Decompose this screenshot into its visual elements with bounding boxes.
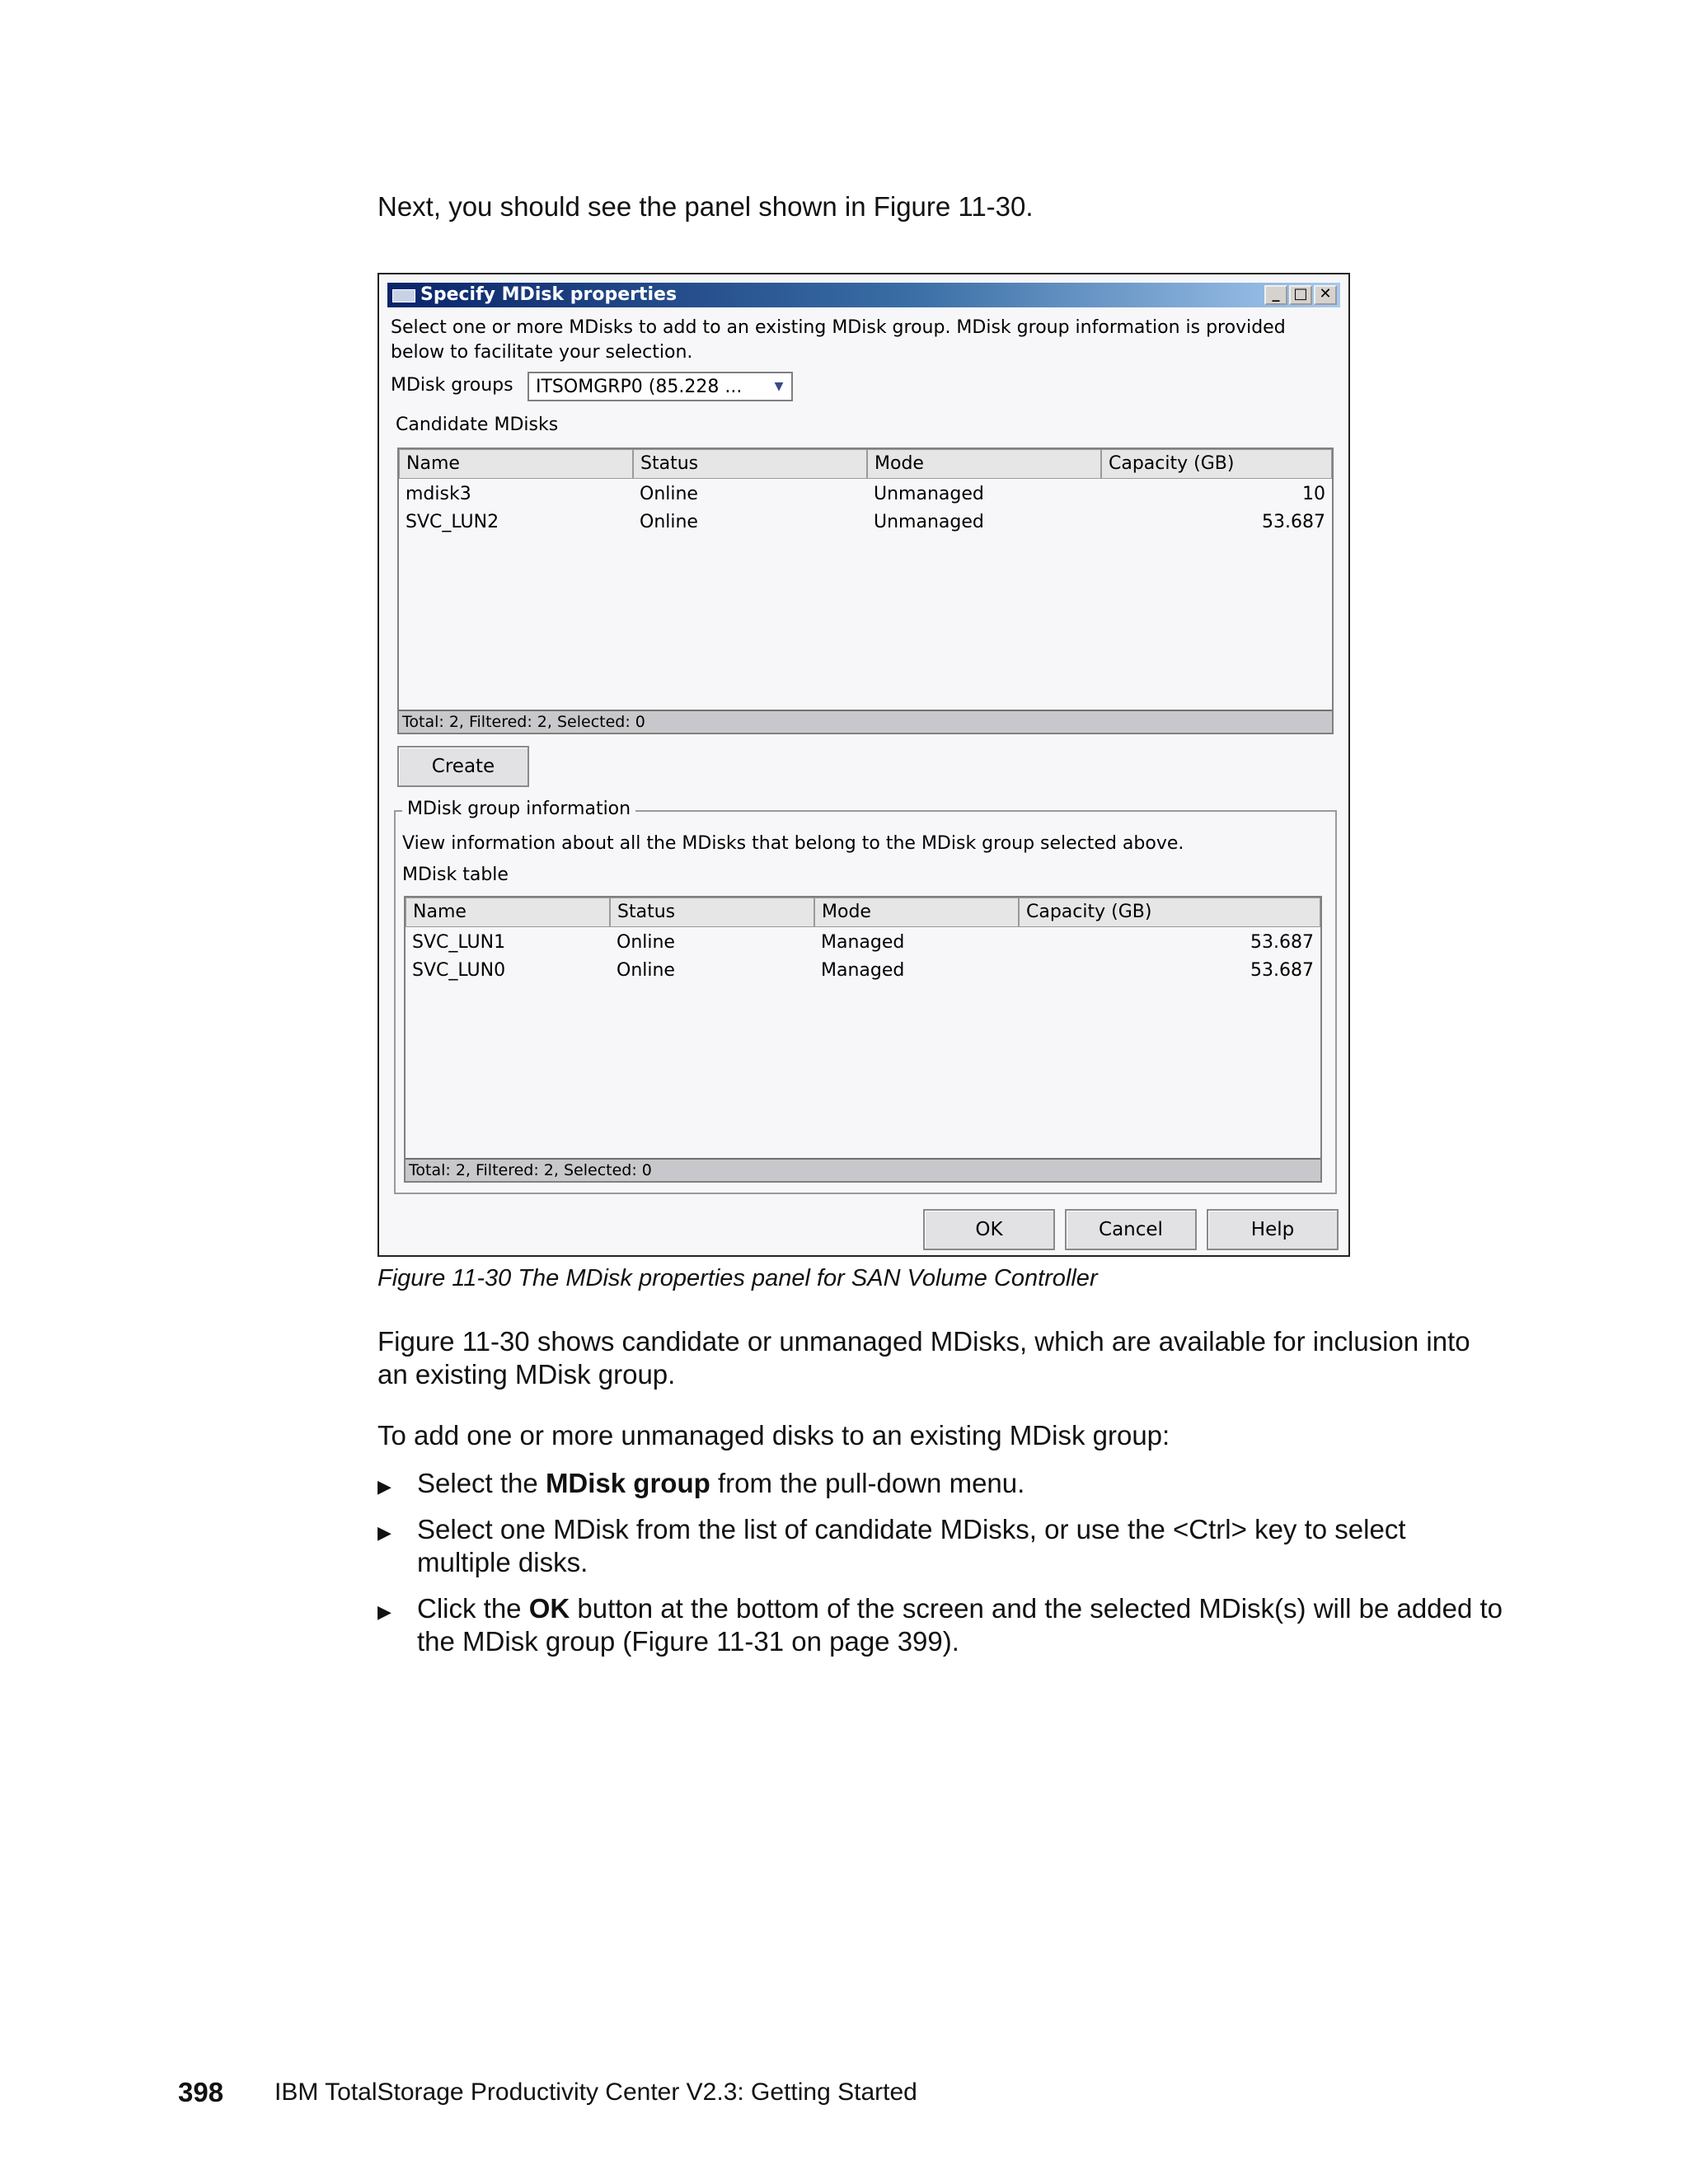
- table-row[interactable]: [406, 957, 1320, 985]
- mdisk-table[interactable]: [404, 896, 1322, 1183]
- help-button[interactable]: Help: [1207, 1209, 1339, 1250]
- column-header-status[interactable]: Status: [633, 449, 867, 479]
- cell-status: Online: [617, 960, 675, 981]
- candidate-mdisks-label: Candidate MDisks: [396, 415, 559, 435]
- cell-name: SVC_LUN2: [406, 512, 499, 532]
- cell-status: Online: [617, 932, 675, 953]
- paragraph-1: Figure 11-30 shows candidate or unmanaged MDisks, which are available for inclusion into an existing MDisk group.: [377, 1326, 1470, 1390]
- intro-text: Next, you should see the panel shown in Figure 11-30.: [377, 191, 1034, 222]
- cell-mode: Unmanaged: [874, 484, 984, 504]
- bullet-triangle-icon: ▶: [377, 1522, 392, 1543]
- table-header: [399, 449, 1332, 479]
- column-header-capacity[interactable]: Capacity (GB): [1101, 449, 1332, 479]
- mdisk-table-label: MDisk table: [402, 865, 509, 885]
- paragraph-2: To add one or more unmanaged disks to an existing MDisk group:: [377, 1420, 1170, 1451]
- column-header-mode[interactable]: Mode: [814, 898, 1019, 927]
- column-header-name[interactable]: Name: [406, 898, 610, 927]
- table-status: Total: 2, Filtered: 2, Selected: 0: [406, 1158, 1320, 1181]
- specify-mdisk-properties-dialog: [377, 273, 1350, 1257]
- bullet-bold: MDisk group: [545, 1468, 710, 1498]
- title-bar[interactable]: [387, 283, 1340, 307]
- cancel-button[interactable]: Cancel: [1065, 1209, 1197, 1250]
- candidate-mdisks-table[interactable]: [397, 448, 1334, 734]
- bullet-text: Click the: [417, 1593, 529, 1624]
- maximize-icon[interactable]: □: [1289, 285, 1312, 305]
- group-info-legend: MDisk group information: [402, 799, 635, 819]
- mdisk-groups-label: MDisk groups: [391, 375, 513, 396]
- chevron-down-icon: ▼: [774, 380, 784, 393]
- column-header-status[interactable]: Status: [610, 898, 814, 927]
- close-icon[interactable]: ✕: [1314, 285, 1337, 305]
- table-row[interactable]: [399, 509, 1332, 537]
- group-info-text: View information about all the MDisks that belong to the MDisk group selected above.: [402, 833, 1184, 854]
- table-header: [406, 898, 1320, 927]
- mdisk-groups-select[interactable]: [528, 372, 793, 401]
- cell-mode: Unmanaged: [874, 512, 984, 532]
- bullet-bold: OK: [528, 1593, 570, 1624]
- cell-capacity: 53.687: [1250, 960, 1314, 981]
- column-header-capacity[interactable]: Capacity (GB): [1019, 898, 1320, 927]
- figure-caption: Figure 11-30 The MDisk properties panel for SAN Volume Controller: [377, 1265, 1098, 1291]
- cell-name: SVC_LUN0: [412, 960, 506, 981]
- mdisk-groups-value: ITSOMGRP0 (85.228 ...: [536, 377, 743, 397]
- cell-name: mdisk3: [406, 484, 471, 504]
- column-header-name[interactable]: Name: [399, 449, 633, 479]
- bullet-text: from the pull-down menu.: [710, 1468, 1025, 1498]
- bullet-text: button at the bottom of the screen and the selected MDisk(s) will be added to the MDisk group (Figure 11-31 on page 399).: [417, 1593, 1503, 1657]
- cell-status: Online: [640, 512, 698, 532]
- dialog-title: Specify MDisk properties: [420, 284, 678, 305]
- mdisk-group-information: [394, 799, 1337, 1194]
- cell-capacity: 53.687: [1262, 512, 1325, 532]
- cell-mode: Managed: [821, 960, 905, 981]
- cell-status: Online: [640, 484, 698, 504]
- book-title: IBM TotalStorage Productivity Center V2.3: Getting Started: [274, 2079, 917, 2106]
- cell-mode: Managed: [821, 932, 905, 953]
- ok-button[interactable]: OK: [923, 1209, 1055, 1250]
- dialog-instructions: Select one or more MDisks to add to an existing MDisk group. MDisk group information is provided below to facilitate your selection.: [391, 317, 1286, 363]
- create-button[interactable]: Create: [397, 746, 529, 787]
- bullet-text: Select the: [417, 1468, 546, 1498]
- bullet-triangle-icon: ▶: [377, 1601, 392, 1622]
- table-row[interactable]: [399, 480, 1332, 509]
- cell-capacity: 10: [1302, 484, 1325, 504]
- window-icon: [392, 289, 415, 302]
- table-row[interactable]: [406, 929, 1320, 957]
- column-header-mode[interactable]: Mode: [867, 449, 1101, 479]
- page-number: 398: [178, 2077, 224, 2107]
- table-status: Total: 2, Filtered: 2, Selected: 0: [399, 710, 1332, 733]
- bullet-text: Select one MDisk from the list of candidate MDisks, or use the <Ctrl> key to select multiple disks.: [417, 1514, 1406, 1577]
- cell-capacity: 53.687: [1250, 932, 1314, 953]
- cell-name: SVC_LUN1: [412, 932, 506, 953]
- bullet-triangle-icon: ▶: [377, 1476, 392, 1497]
- minimize-icon[interactable]: _: [1264, 285, 1287, 305]
